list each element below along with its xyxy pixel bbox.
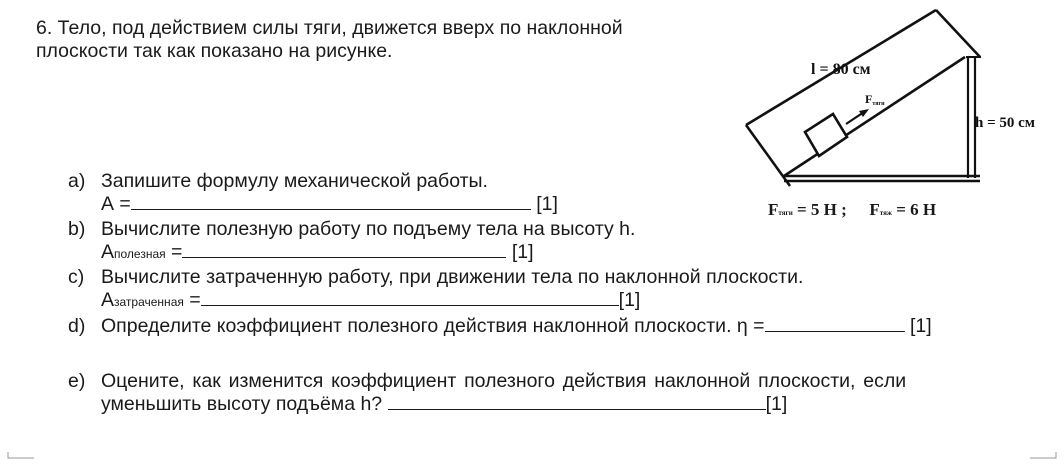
- question-d-row: [101, 315, 932, 338]
- force-label: Fтяги: [865, 92, 885, 107]
- answer-b-blank[interactable]: [182, 241, 506, 258]
- incline-surface: [746, 10, 981, 186]
- answer-e-blank[interactable]: [388, 393, 766, 410]
- answer-c-prefix: А: [101, 289, 115, 311]
- score-d: [1]: [909, 315, 932, 337]
- score-c: [1]: [618, 289, 641, 311]
- question-a-marker: a): [68, 170, 86, 192]
- question-a-answer-row: [101, 193, 558, 216]
- page-corner-marker-left: [6, 448, 34, 476]
- answer-d-blank[interactable]: [765, 315, 905, 332]
- answer-a-prefix: А =: [101, 193, 131, 215]
- question-c-answer-row: [101, 289, 640, 314]
- question-a-text: Запишите формулу механической работы.: [101, 170, 488, 192]
- question-c-marker: c): [68, 266, 85, 288]
- length-label: l = 80 см: [811, 61, 871, 78]
- score-b: [1]: [511, 241, 534, 263]
- answer-c-equals: =: [183, 289, 201, 311]
- answer-b-prefix: А: [101, 241, 115, 263]
- force-gravity: Fтяж = 6 H: [869, 200, 937, 219]
- question-b-marker: b): [68, 218, 86, 240]
- body-box: [805, 114, 847, 156]
- question-b-text: Вычислите полезную работу по подъему тела на высоту h.: [101, 218, 636, 240]
- inclined-plane-figure: [735, 0, 1064, 230]
- forces-row: [768, 198, 936, 225]
- question-e-text: Оцените, как изменится коэффициент полезного действия наклонной плоскости, если: [101, 370, 907, 392]
- score-a: [1]: [536, 193, 558, 215]
- height-label: h = 50 см: [975, 115, 1036, 131]
- page-corner-marker-right: [1030, 448, 1058, 476]
- answer-a-blank[interactable]: [131, 193, 531, 210]
- answer-b-subscript: полезная: [114, 247, 166, 261]
- score-e: [1]: [765, 393, 788, 415]
- answer-b-equals: =: [165, 241, 183, 263]
- question-b-answer-row: [101, 241, 534, 266]
- question-d-text: Определите коэффициент полезного действия наклонной плоскости. η =: [101, 315, 765, 337]
- task-title: 6. Тело, под действием силы тяги, движется вверх по наклонной: [36, 17, 623, 39]
- answer-c-subscript: затраченная: [114, 295, 184, 309]
- question-e-text-continuation: уменьшить высоту подъёма h?: [101, 393, 383, 415]
- answer-c-blank[interactable]: [201, 289, 619, 306]
- force-traction: Fтяги = 5 H ;: [768, 200, 847, 219]
- question-c-text: Вычислите затраченную работу, при движении тела по наклонной плоскости.: [101, 266, 804, 288]
- task-title-continuation: плоскости так как показано на рисунке.: [36, 40, 393, 62]
- question-e-answer-row: [101, 393, 787, 416]
- question-d-marker: d): [68, 315, 86, 337]
- question-e-marker: e): [68, 370, 86, 392]
